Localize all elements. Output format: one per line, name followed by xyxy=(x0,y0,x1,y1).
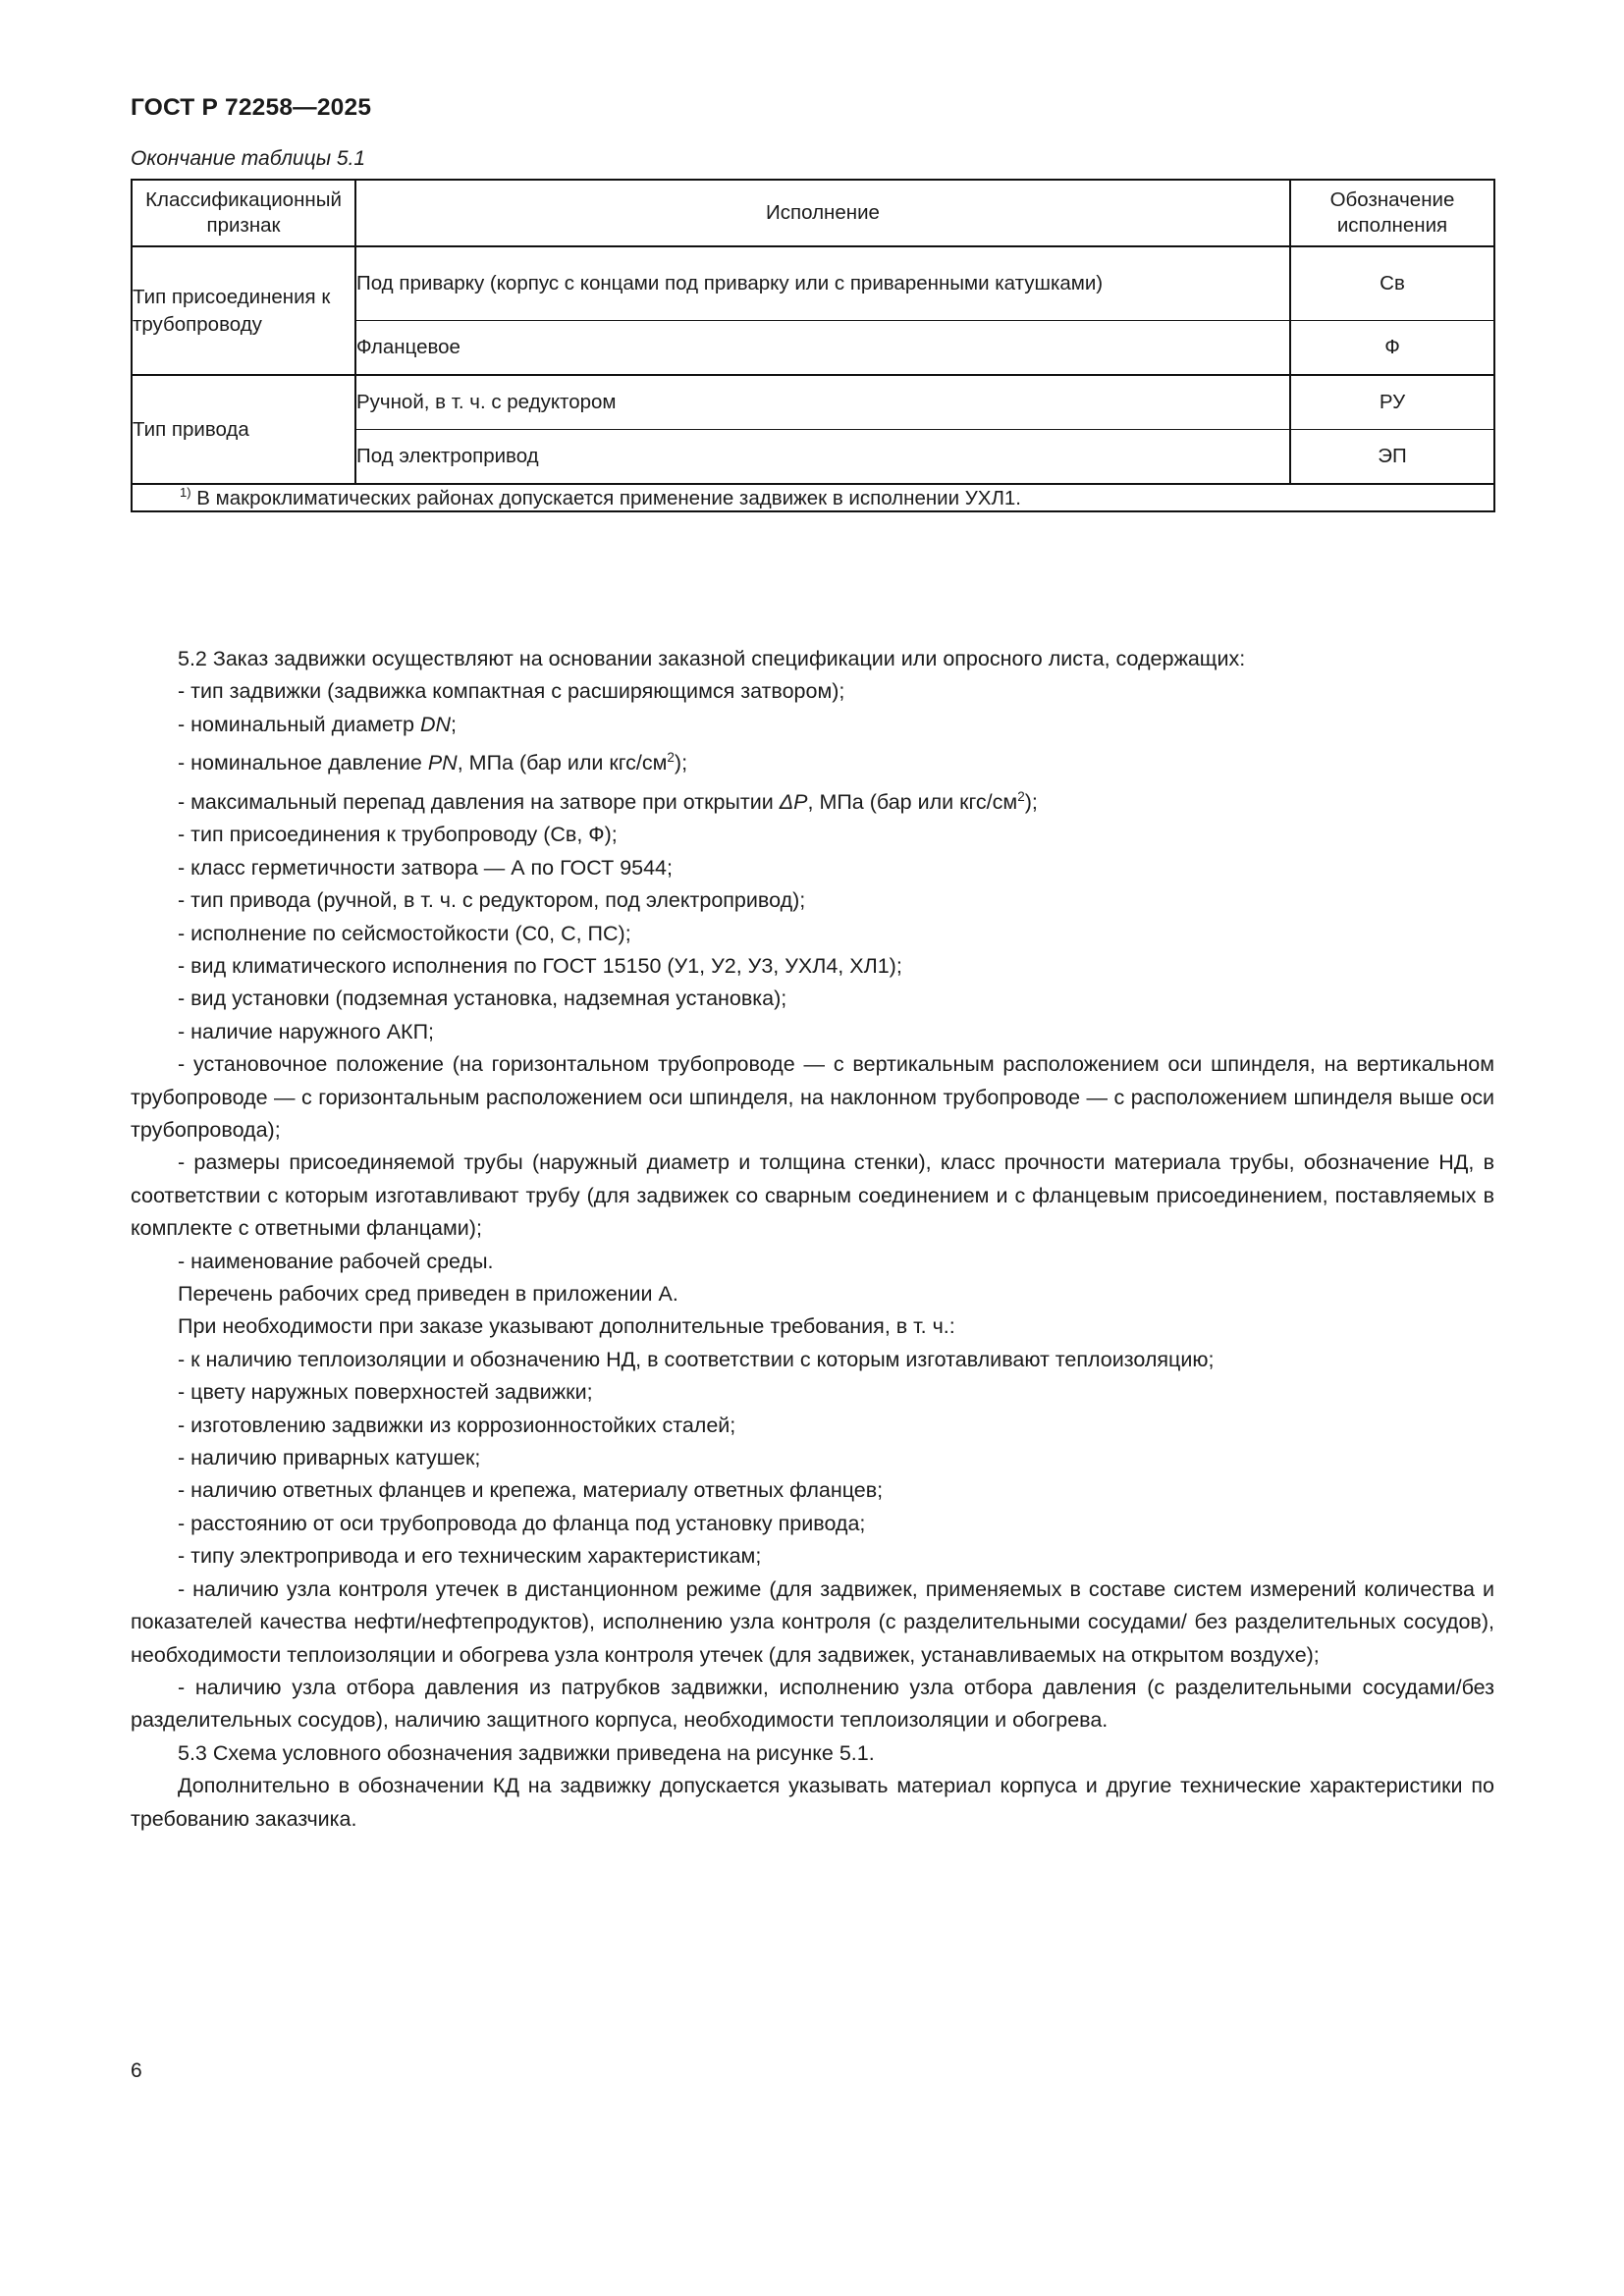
list-item-suffix: ); xyxy=(674,751,688,775)
symbol-dn: DN xyxy=(419,712,452,736)
list-item xyxy=(131,709,1494,741)
list-item: - вид климатического исполнения по ГОСТ 15150 (У1, У2, У3, УХЛ4, ХЛ1); xyxy=(178,953,902,978)
table-footnote-cell xyxy=(132,484,1494,511)
footnote-text: В макроклиматических районах допускается применение задвижек в исполнении УХЛ1. xyxy=(196,486,1022,509)
list-item: - наличию ответных фланцев и крепежа, материалу ответных фланцев; xyxy=(178,1478,884,1503)
body-text xyxy=(131,643,1494,1836)
list-item: - наличию узла контроля утечек в дистанционном режиме (для задвижек, применяемых в составе систем измерений количества и показателей качества нефти/нефтепродуктов), исполнению узла контроля (с разделительными сосудами/ без разделительных сосудов), необходимости теплоизоляции и обогрева узла контроля утечек (для задвижек, устанавливаемых на открытом воздухе); xyxy=(131,1576,1494,1667)
list-item: - тип присоединения к трубопроводу (Св, Ф); xyxy=(178,823,618,847)
table-cell-code: Ф xyxy=(1290,321,1494,376)
list-item: - расстоянию от оси трубопровода до фланца под установку привода; xyxy=(178,1511,866,1535)
table-cell-execution: Под электропривод xyxy=(355,430,1290,485)
list-item-prefix: - максимальный перепад давления на затворе при открытии xyxy=(178,789,780,814)
list-item: - цвету наружных поверхностей задвижки; xyxy=(178,1380,593,1405)
table-caption: Окончание таблицы 5.1 xyxy=(131,147,366,170)
list-item-mid: , МПа (бар или кгс/см xyxy=(807,789,1018,814)
page-number: 6 xyxy=(131,2059,142,2082)
symbol-pn: PN xyxy=(427,751,458,775)
list-item xyxy=(131,780,1494,820)
table-cell-code: ЭП xyxy=(1290,430,1494,485)
footnote-marker: 1) xyxy=(180,485,191,500)
paragraph-5-2-lead xyxy=(131,643,1494,675)
table-footnote-row xyxy=(132,484,1494,511)
table-cell-execution: Фланцевое xyxy=(355,321,1290,376)
table-header-cell-feature: Классификационный признак xyxy=(132,180,355,246)
superscript-square: 2 xyxy=(667,750,675,766)
paragraph-5-3: 5.3 Схема условного обозначения задвижки приведена на рисунке 5.1. xyxy=(178,1740,875,1765)
symbol-delta-p: ΔP xyxy=(779,789,808,814)
list-item-suffix: ; xyxy=(451,712,458,736)
list-item: - тип привода (ручной, в т. ч. с редуктором, под электропривод); xyxy=(178,888,806,913)
list-item: - наличию приварных катушек; xyxy=(178,1446,481,1470)
list-item: - установочное положение (на горизонтальном трубопроводе — с вертикальным расположением оси шпинделя, на вертикальном трубопроводе — с горизонтальным расположением оси шпинделя, на наклонном трубопроводе — с расположением шпинделя выше оси трубопровода); xyxy=(131,1052,1494,1142)
table-cell-feature: Тип привода xyxy=(132,375,355,484)
table-header-cell-code: Обозначение исполнения xyxy=(1290,180,1494,246)
list-item: - наличию узла отбора давления из патрубков задвижки, исполнению узла отбора давления (с разделительными сосудами/без разделительных сосудов), наличию защитного корпуса, необходимости теплоизоляции и обогрева. xyxy=(131,1675,1494,1733)
list-item: - исполнение по сейсмостойкости (С0, С, ПС); xyxy=(178,921,631,945)
table-cell-code: Св xyxy=(1290,246,1494,321)
table-row xyxy=(132,375,1494,430)
running-head: ГОСТ Р 72258—2025 xyxy=(131,94,372,121)
table-container xyxy=(131,179,1493,512)
list-item: - к наличию теплоизоляции и обозначению НД, в соответствии с которым изготавливают теплоизоляцию; xyxy=(178,1347,1215,1371)
list-item xyxy=(131,741,1494,780)
list-item: - наименование рабочей среды. xyxy=(178,1249,494,1273)
table-header-row xyxy=(132,180,1494,246)
table-header xyxy=(132,180,1494,246)
table-row xyxy=(132,246,1494,321)
paragraph-closing: Дополнительно в обозначении КД на задвижку допускается указывать материал корпуса и другие технические характеристики по требованию заказчика. xyxy=(131,1774,1494,1831)
list-item: - типу электропривода и его техническим характеристикам; xyxy=(178,1544,762,1569)
paragraph-appendix-note: Перечень рабочих сред приведен в приложении А. xyxy=(178,1282,678,1307)
list-item-prefix: - номинальный диаметр xyxy=(178,712,420,736)
list-item: - размеры присоединяемой трубы (наружный диаметр и толщина стенки), класс прочности материала трубы, обозначение НД, в соответствии с которым изготавливают трубу (для задвижек со сварным соединением и с фланцевым присоединением, поставляемых в комплекте с ответными фланцами); xyxy=(131,1150,1494,1241)
list-item-prefix: - номинальное давление xyxy=(178,751,428,775)
superscript-square: 2 xyxy=(1017,788,1025,804)
paragraph-5-2-lead-text: 5.2 Заказ задвижки осуществляют на основании заказной спецификации или опросного листа, содержащих: xyxy=(178,647,1246,670)
list-item: - вид установки (подземная установка, надземная установка); xyxy=(178,987,787,1011)
table-header-cell-execution: Исполнение xyxy=(355,180,1290,246)
list-item: - наличие наружного АКП; xyxy=(178,1019,435,1043)
list-item: - изготовлению задвижки из коррозионностойких сталей; xyxy=(178,1413,736,1437)
table-cell-execution: Под приварку (корпус с концами под приварку или с приваренными катушками) xyxy=(355,246,1290,321)
list-item-suffix: ); xyxy=(1024,789,1038,814)
table-cell-feature: Тип присоединения к трубопроводу xyxy=(132,246,355,375)
table-cell-execution: Ручной, в т. ч. с редуктором xyxy=(355,375,1290,430)
list-item-mid: , МПа (бар или кгс/см xyxy=(457,751,668,775)
list-item: - класс герметичности затвора — А по ГОСТ 9544; xyxy=(178,855,673,880)
table-body xyxy=(132,246,1494,511)
classification-table xyxy=(131,179,1495,512)
paragraph-additional-lead: При необходимости при заказе указывают дополнительные требования, в т. ч.: xyxy=(178,1314,955,1339)
list-item: - тип задвижки (задвижка компактная с расширяющимся затвором); xyxy=(178,679,845,704)
table-cell-code: РУ xyxy=(1290,375,1494,430)
